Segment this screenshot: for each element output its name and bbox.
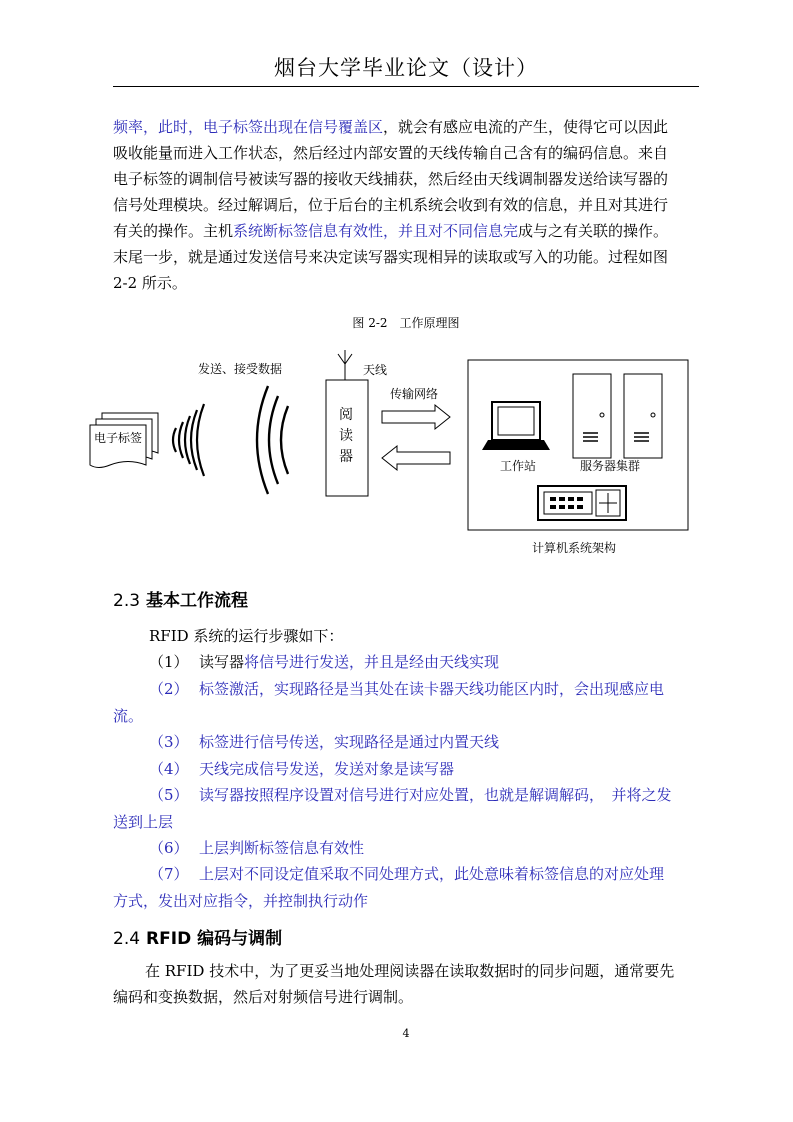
workstation-icon — [482, 402, 550, 450]
intro-line-6: 末尾一步，就是通过发送信号来决定读写器实现相异的读取或写入的功能。过程如图 — [113, 248, 669, 266]
section-2-3-lead: RFID 系统的运行步骤如下： — [149, 627, 344, 645]
workstation-label: 工作站 — [500, 459, 537, 473]
step-4-index: （4） — [149, 760, 189, 778]
step-4-text: 天线完成信号发送，发送对象是读写器 — [199, 760, 455, 778]
antenna-icon — [338, 350, 352, 380]
tag-label: 电子标签 — [94, 431, 143, 445]
intro-line-3: 电子标签的调制信号被读写器的接收天线捕获，然后经由天线调制器发送给读写器的 — [113, 170, 669, 188]
step-5 — [113, 782, 699, 836]
send-receive-label: 发送、接受数据 — [198, 362, 283, 376]
intro-paragraph — [113, 114, 699, 296]
step-3-index: （3） — [149, 733, 189, 751]
intro-line-5-a: 有关的操作。主机 — [113, 222, 234, 240]
section-2-4-line-1: 在 RFID 技术中，为了更妥当地处理阅读器在读取数据时的同步问题，通常要先 — [145, 962, 675, 980]
page-header-title: 烟台大学毕业论文（设计） — [274, 56, 538, 80]
step-7-text: 上层对不同设定值采取不同处理方式，此处意味着标签信息的对应处理 — [199, 865, 665, 883]
page-number: 4 — [402, 1027, 410, 1040]
step-3-text: 标签进行信号传送，实现路径是通过内置天线 — [199, 733, 500, 751]
step-1-text-blue: 将信号进行发送，并且是经由天线实现 — [244, 653, 500, 671]
step-2-index: （2） — [149, 680, 189, 698]
antenna-label: 天线 — [363, 363, 388, 377]
reader-label-1: 阅 — [339, 407, 353, 423]
step-2 — [113, 676, 699, 730]
step-6-text: 上层判断标签信息有效性 — [199, 839, 365, 857]
reader-label-2: 读 — [339, 428, 353, 444]
step-7-index: （7） — [149, 865, 189, 883]
step-1-text-a: 读写器 — [199, 653, 245, 671]
intro-line-1-highlight: 频率，此时，电子标签出现在信号覆盖区 — [113, 118, 384, 136]
server-cluster-label: 服务器集群 — [580, 459, 641, 473]
intro-line-2: 吸收能量而进入工作状态，然后经过内部安置的天线传输自己含有的编码信息。来自 — [113, 144, 669, 162]
header-rule — [113, 86, 699, 87]
step-2-text: 标签激活，实现路径是当其处在读卡器天线功能区内时，会出现感应电 — [199, 680, 665, 698]
computer-system-label: 计算机系统架构 — [532, 541, 617, 555]
tag-wave-icon — [173, 404, 204, 476]
section-2-3-heading — [113, 586, 248, 611]
step-3 — [113, 729, 699, 756]
step-1-index: （1） — [149, 653, 189, 671]
rfid-working-diagram — [80, 340, 700, 565]
intro-line-7: 2-2 所示。 — [113, 274, 187, 292]
intro-line-5 — [113, 218, 699, 244]
reader-wave-icon — [257, 386, 288, 494]
step-6 — [113, 835, 699, 862]
step-7 — [113, 861, 699, 915]
intro-line-5-highlight: 系统断标签信息有效性，并且对不同信息完 — [233, 222, 519, 240]
section-2-3-number: 2.3 — [113, 591, 141, 611]
step-4 — [113, 756, 699, 783]
step-5-text: 读写器按照程序设置对信号进行对应处置，也就是解调解码， 并将之发 — [199, 786, 672, 804]
step-6-index: （6） — [149, 839, 189, 857]
step-1 — [113, 649, 699, 676]
intro-line-1-rest: ，就会有感应电流的产生，使得它可以因此 — [383, 118, 669, 136]
intro-line-5-b: 成与之有关联的操作。 — [518, 222, 669, 240]
step-7-continuation: 方式，发出对应指令，并控制执行动作 — [113, 892, 369, 910]
arrow-left-icon — [382, 446, 450, 470]
figure-caption: 图 2-2 工作原理图 — [352, 316, 460, 330]
section-2-4-number: 2.4 — [113, 929, 141, 949]
section-2-4-line-2: 编码和变换数据，然后对射频信号进行调制。 — [113, 988, 414, 1006]
intro-line-1 — [113, 114, 699, 140]
reader-label-3: 器 — [339, 449, 353, 465]
intro-line-4: 信号处理模块。经过解调后，位于后台的主机系统会收到有效的信息，并且对其进行 — [113, 196, 669, 214]
step-2-continuation: 流。 — [113, 707, 144, 725]
section-2-4-heading — [113, 924, 282, 949]
section-2-3-title: 基本工作流程 — [146, 591, 249, 611]
network-label: 传输网络 — [390, 387, 439, 401]
arrow-right-icon — [382, 405, 450, 429]
step-5-continuation: 送到上层 — [113, 813, 174, 831]
network-switch-icon — [538, 486, 626, 520]
section-2-4-paragraph — [113, 958, 699, 1010]
step-5-index: （5） — [149, 786, 189, 804]
section-2-4-title: RFID 编码与调制 — [146, 929, 283, 949]
